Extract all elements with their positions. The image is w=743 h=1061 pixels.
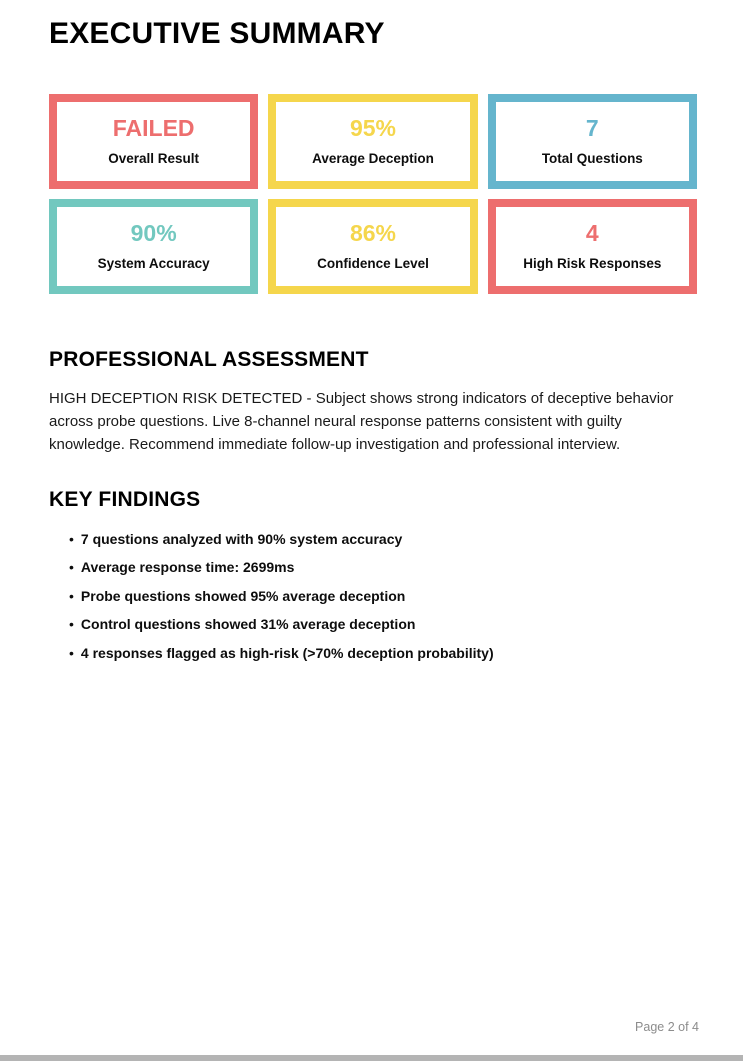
- stat-card-average-deception: [268, 94, 477, 189]
- page-number: Page 2 of 4: [635, 1020, 699, 1034]
- finding-item: [69, 553, 697, 582]
- stat-value: 86%: [349, 220, 397, 247]
- stat-value: 95%: [349, 115, 397, 142]
- finding-item: [69, 525, 697, 554]
- page-bottom-edge: [0, 1055, 743, 1061]
- finding-item: [69, 610, 697, 639]
- stat-value: 4: [585, 220, 599, 247]
- summary-stat-cards: [49, 94, 697, 294]
- stat-card-system-accuracy: [49, 199, 258, 294]
- stat-label: High Risk Responses: [523, 255, 662, 271]
- finding-text: Control questions showed 31% average deception: [80, 616, 416, 633]
- stat-card-overall-result: [49, 94, 258, 189]
- finding-item: [69, 639, 697, 668]
- stat-value: 90%: [130, 220, 177, 247]
- findings-list: [49, 525, 697, 668]
- stat-value: FAILED: [112, 115, 195, 142]
- bullet-icon: •: [69, 644, 74, 661]
- finding-item: [69, 582, 697, 611]
- finding-text: Probe questions showed 95% average deception: [80, 587, 406, 604]
- bullet-icon: •: [69, 559, 74, 576]
- stat-label: Confidence Level: [317, 255, 429, 271]
- bullet-icon: •: [69, 587, 74, 604]
- finding-text: Average response time: 2699ms: [80, 559, 295, 576]
- report-page: [0, 17, 743, 667]
- stat-value: 7: [585, 115, 599, 142]
- assessment-body: HIGH DECEPTION RISK DETECTED - Subject shows strong indicators of deceptive behavior across probe questions. Live 8-channel neural response patterns consistent with guilty knowledge. Recommend immediate follow-up investigation and professional interview.: [49, 389, 674, 453]
- finding-text: 7 questions analyzed with 90% system accuracy: [80, 530, 403, 547]
- stat-label: Overall Result: [108, 150, 200, 166]
- bullet-icon: •: [69, 616, 74, 633]
- stat-card-high-risk-responses: [488, 199, 697, 294]
- stat-card-total-questions: [488, 94, 697, 189]
- assessment-heading: PROFESSIONAL ASSESSMENT: [49, 347, 369, 371]
- stat-label: Average Deception: [312, 150, 434, 166]
- finding-text: 4 responses flagged as high-risk (>70% deception probability): [80, 644, 494, 661]
- findings-heading: KEY FINDINGS: [49, 487, 201, 511]
- stat-label: System Accuracy: [97, 255, 210, 271]
- bullet-icon: •: [69, 530, 74, 547]
- stat-label: Total Questions: [541, 150, 643, 166]
- stat-card-confidence-level: [268, 199, 477, 294]
- page-title: EXECUTIVE SUMMARY: [49, 17, 385, 50]
